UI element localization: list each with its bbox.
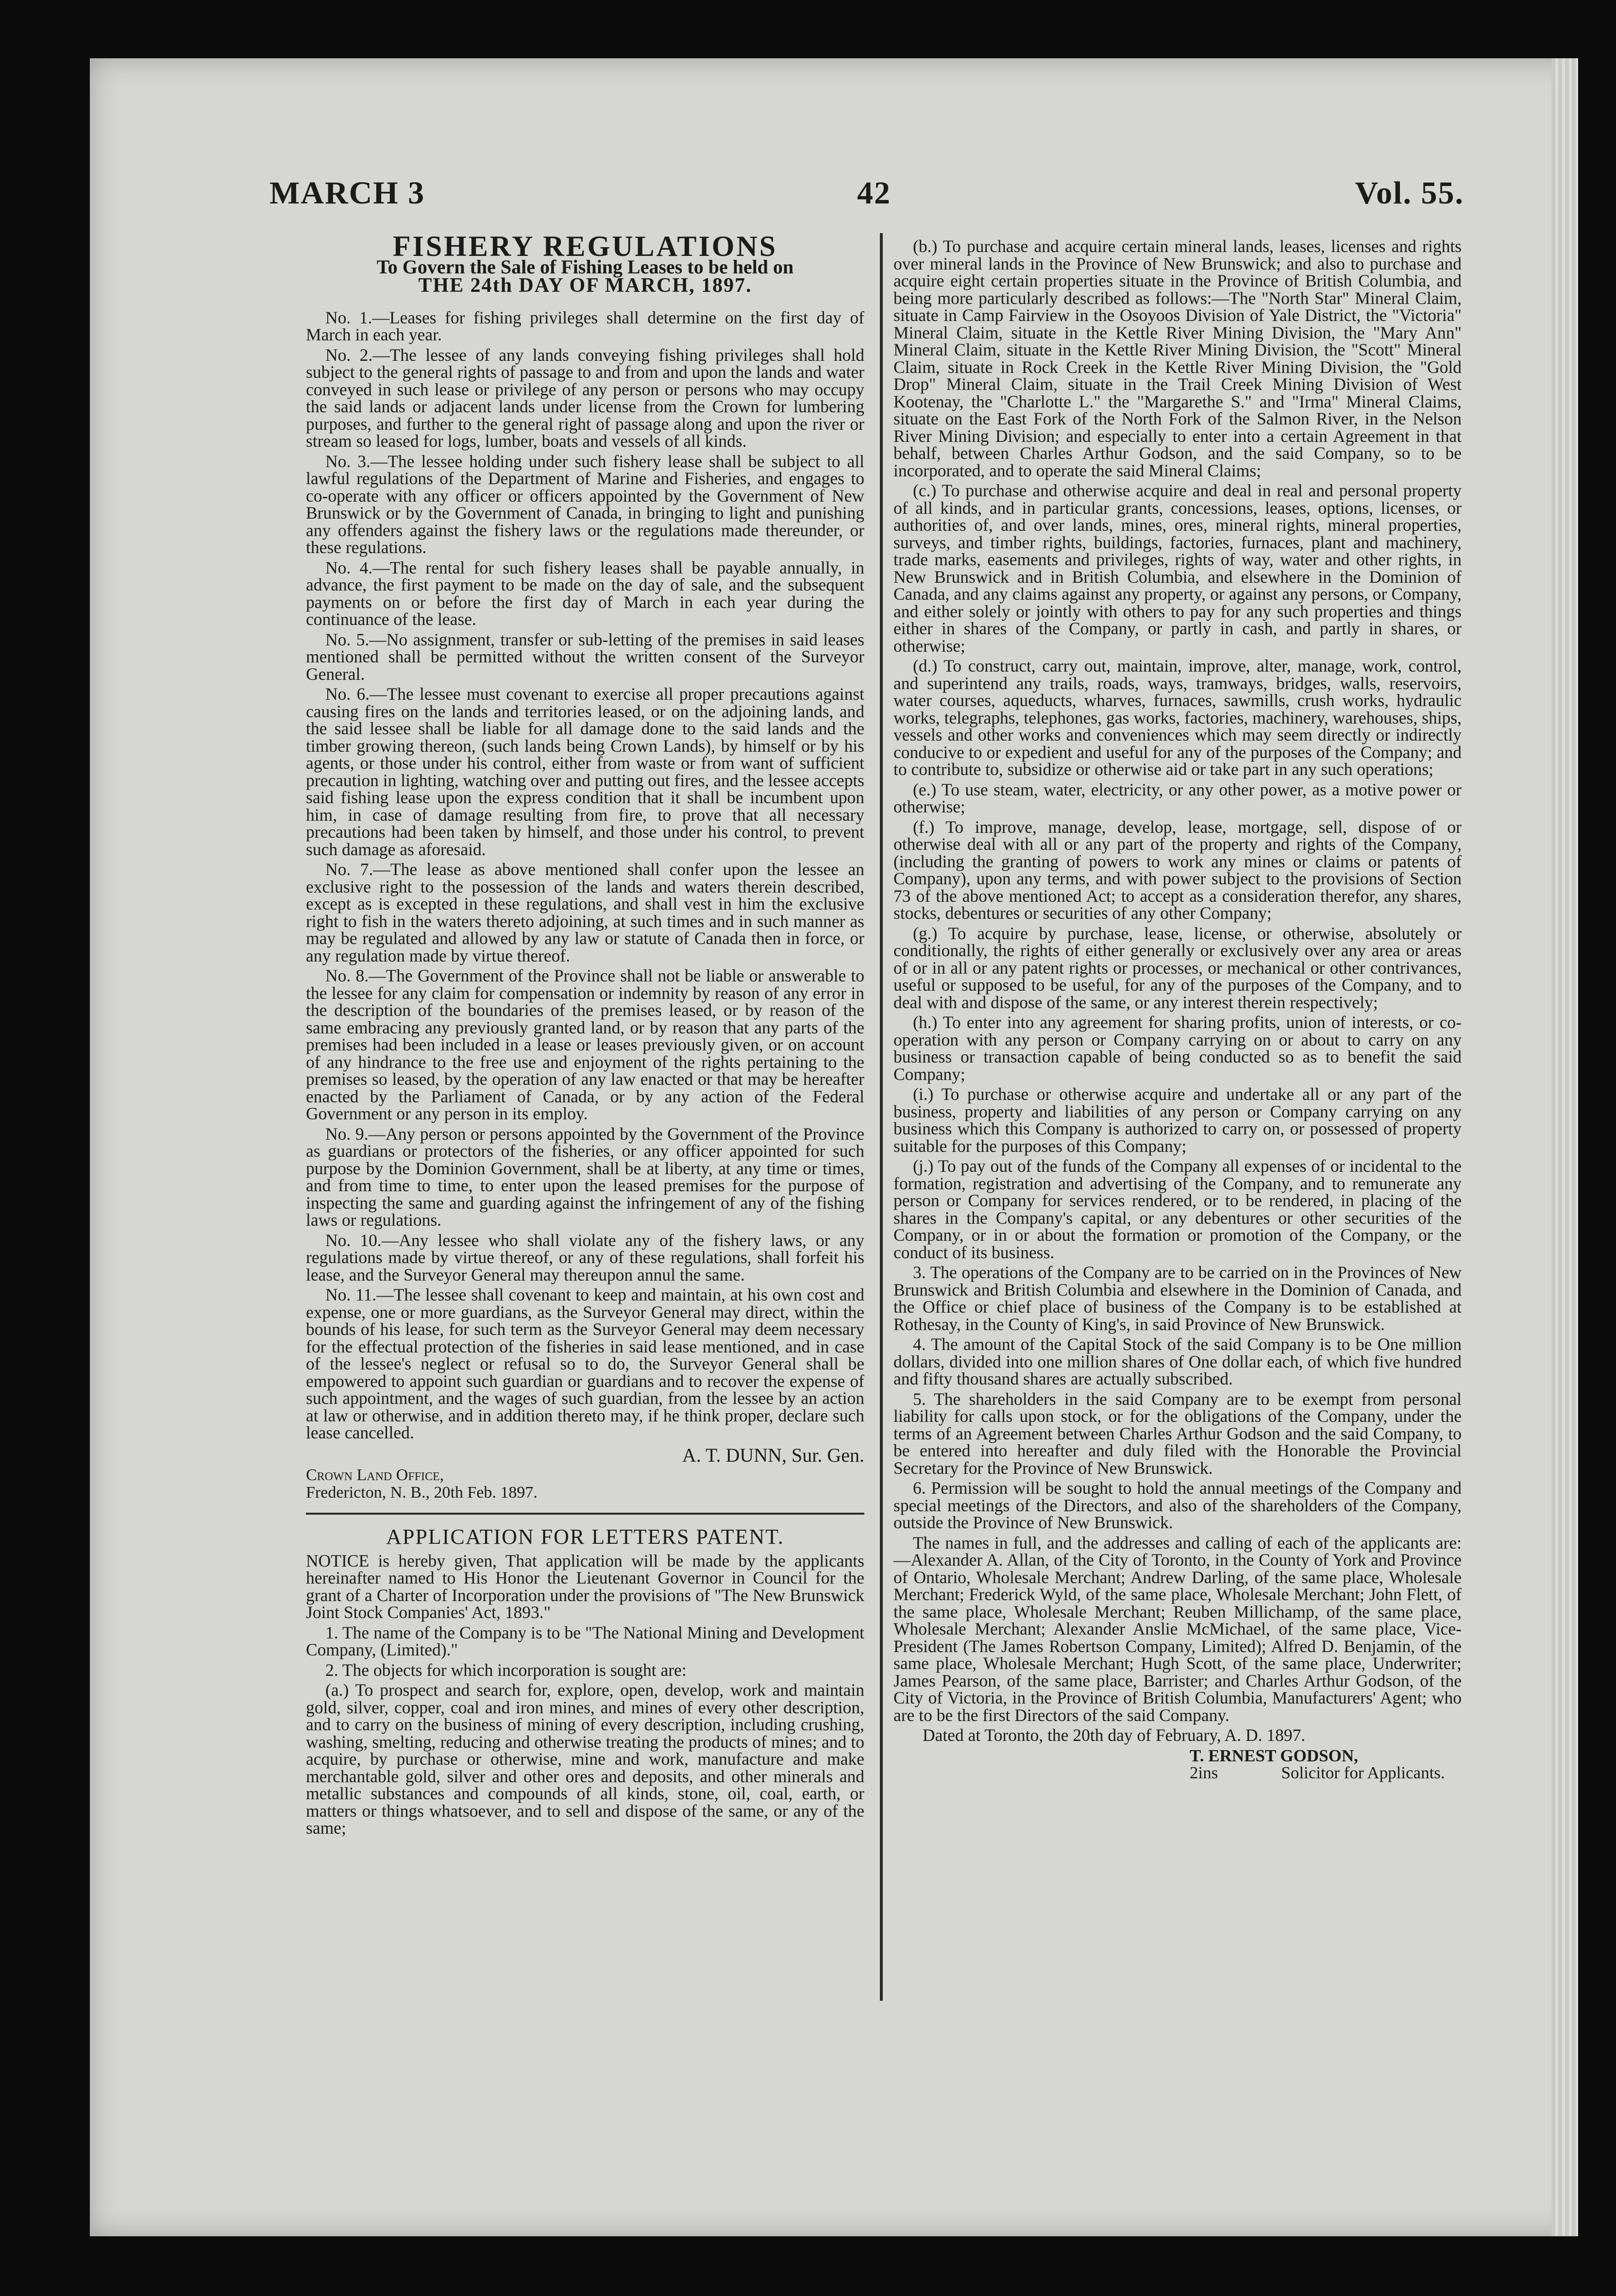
patent-paragraph: 5. The shareholders in the said Company are to be exempt from personal liability for calls upon stock, or for the obligations of the Company, under the terms of an Agreement between Charles Arthur Godson and the said Company, to be entered into hereafter and duly filed with the Honorable the Provincial Secretary for the Province of New Brunswick. xyxy=(893,1389,1462,1478)
page-header xyxy=(269,175,1464,233)
header-date: MARCH 3 xyxy=(269,175,425,211)
fishery-signature: A. T. DUNN, Sur. Gen. xyxy=(682,1444,864,1466)
fishery-paragraph: No. 11.—The lessee shall covenant to keep and maintain, at his own cost and expense, one or more guardians, as the Surveyor General may direct, within the bounds of his lease, for such term as the Surveyor General may deem necessary for the effectual protection of the fisheries in said lease mentioned, and in case of the lessee's neglect or refusal so to do, the Surveyor General shall be empowered to appoint such guardian or guardians and to recover the expense of such appointment, and the wages of such guardian, from the lessee by an action at law or otherwise, and in addition thereto may, if he think proper, declare such lease cancelled. xyxy=(306,1285,864,1442)
page-number: 42 xyxy=(857,175,891,211)
patent-title: APPLICATION FOR LETTERS PATENT. xyxy=(386,1525,784,1549)
patent-paragraph: 6. Permission will be sought to hold the annual meetings of the Company and special meetings of the Directors, and also of the shareholders of the Company, outside the Province of New Brunswick. xyxy=(893,1478,1462,1532)
patent-paragraph: (h.) To enter into any agreement for sharing profits, union of interests, or co-operation with any person or Company carrying on or about to carry on any business or transaction capable of being conducted so as to benefit the said Company; xyxy=(893,1013,1462,1084)
insertions-count: 2ins xyxy=(1190,1763,1218,1782)
section-separator xyxy=(306,1513,864,1515)
patent-dated-line: Dated at Toronto, the 20th day of February, A. D. 1897. xyxy=(923,1725,1306,1745)
patent-paragraph: 4. The amount of the Capital Stock of the said Company is to be One million dollars, divided into one million shares of One dollar each, of which five hundred and fifty thousand shares are actually subscribed. xyxy=(893,1334,1462,1388)
patent-paragraph: (d.) To construct, carry out, maintain, improve, alter, manage, work, control, and superintend any trails, roads, ways, tramways, bridges, walls, reservoirs, water courses, aqueducts, wharves, furnaces, sawmills, crush works, hydraulic works, telegraphs, telephones, gas works, factories, machinery, warehouses, ships, vessels and other works and conveniences which may seem directly or indirectly conducive to or expedient and useful for any of the purposes of the Company; and to contribute to, subsidize or otherwise aid or take part in any such operations; xyxy=(893,656,1462,779)
fishery-paragraph: No. 7.—The lease as above mentioned shall confer upon the lessee an exclusive right to the possession of the lands and waters therein described, except as is excepted in these regulations, and shall vest in him the exclusive right to fish in the waters thereto adjoining, at such times and in such manner as may be regulated and allowed by any law or statute of Canada then in force, or any regulation made by virtue thereof. xyxy=(306,860,864,965)
patent-paragraph: (i.) To purchase or otherwise acquire and undertake all or any part of the business, property and liabilities of any person or Company carrying on any business which this Company is authorized to carry on, or possessed of property suitable for the purposes of this Company; xyxy=(893,1084,1462,1156)
signer-role: Solicitor for Applicants. xyxy=(1281,1763,1445,1782)
fishery-paragraph: No. 5.—No assignment, transfer or sub-letting of the premises in said leases mentioned shall be permitted without the written consent of the Surveyor General. xyxy=(306,629,864,684)
patent-signer: T. ERNEST GODSON, xyxy=(1190,1746,1358,1765)
patent-paragraph: 2. The objects for which incorporation is sought are: xyxy=(325,1660,687,1680)
fishery-paragraph: No. 9.—Any person or persons appointed by the Government of the Province as guardians or protectors of the fisheries, or any officer appointed for such purpose by the Dominion Government, shall be at liberty, at any time or times, and from time to time, to enter upon the leased premises for the purpose of inspecting the same and guarding against the infringement of any of the fishing laws or regulations. xyxy=(306,1124,864,1230)
patent-paragraph: (j.) To pay out of the funds of the Company all expenses of or incidental to the formation, registration and advertising of the Company, and to remunerate any person or Company for services rendered, or to be rendered, in placing of the shares in the Company's capital, or any debentures or other securities of the Company, or in or about the formation or promotion of the Company, or the conduct of its business. xyxy=(893,1156,1462,1262)
patent-paragraph: (a.) To prospect and search for, explore, open, develop, work and maintain gold, silver, copper, coal and iron mines, and mines of every other description, and to carry on the business of mining of every description, including crushing, washing, smelting, reducing and otherwise treating the products of mines; and to acquire, by purchase or otherwise, mine and work, manufacture and make merchantable gold, silver and other ores and deposits, and other minerals and metallic substances and compounds of all kinds, stone, oil, coal, earth, or matters or things whatsoever, and to sell and dispose of the same, or any of the same; xyxy=(306,1680,864,1838)
fishery-paragraph: No. 4.—The rental for such fishery leases shall be payable annually, in advance, the first payment to be made on the day of sale, and the subsequent payments on or before the first day of March in each year during the continuance of the lease. xyxy=(306,557,864,629)
patent-paragraph: (f.) To improve, manage, develop, lease, mortgage, sell, dispose of or otherwise deal with all or any part of the property and rights of the Company, (including the granting of powers to work any mines or claims or patents of Company), upon any terms, and with power subject to the provisions of Section 73 of the above mentioned Act; to accept as a consideration therefor, any shares, stocks, debentures or securities of any other Company; xyxy=(893,817,1462,923)
patent-paragraph: 3. The operations of the Company are to be carried on in the Provinces of New Brunswick and British Columbia and elsewhere in the Dominion of Canada, and the Office or chief place of business of the Company is to be established at Rothesay, in the County of King's, in said Province of New Brunswick. xyxy=(893,1263,1462,1334)
fishery-paragraph: No. 2.—The lessee of any lands conveying fishing privileges shall hold subject to the general rights of passage to and from and upon the lands and water conveyed in such lease or privilege of any person or persons who may occupy the said lands or adjacent lands under license from the Crown for lumbering purposes, and further to the general right of passage along and upon the river or stream so leased for logs, lumber, boats and vessels of all kinds. xyxy=(306,345,864,451)
fishery-paragraph: No. 1.—Leases for fishing privileges shall determine on the first day of March in each year. xyxy=(306,307,864,344)
column-divider xyxy=(880,233,883,2001)
patent-paragraph: (e.) To use steam, water, electricity, or any other power, as a motive power or otherwise; xyxy=(893,779,1462,816)
fishery-date-line: THE 24th DAY OF MARCH, 1897. xyxy=(418,274,752,297)
fishery-title: FISHERY REGULATIONS xyxy=(392,230,778,262)
page-edge xyxy=(1551,58,1578,2236)
right-column xyxy=(893,238,1462,1782)
office-place-date: Fredericton, N. B., 20th Feb. 1897. xyxy=(306,1483,538,1502)
fishery-paragraph: No. 10.—Any lessee who shall violate any of the fishery laws, or any regulations made by virtue thereof, or any of these regulations, shall forfeit his lease, and the Surveyor General may thereupon annul the same. xyxy=(306,1230,864,1284)
patent-paragraph: (c.) To purchase and otherwise acquire and deal in real and personal property of all kinds, and in particular grants, concessions, leases, options, licenses, or authorities of, and over lands, mines, ores, mineral rights, mineral properties, surveys, and timber rights, buildings, factories, furnaces, plant and machinery, trade marks, easements and privileges, rights of way, water and other rights, in New Brunswick and in British Columbia, and elsewhere in the Dominion of Canada, and any claims against any property, or against any persons, or Company, and either solely or jointly with others to pay for any such properties and things either in shares of the Company, or partly in cash, and partly in shares, or otherwise; xyxy=(893,481,1462,656)
patent-paragraph: NOTICE is hereby given, That application will be made by the applicants hereinafter named to His Honor the Lieutenant Governor in Council for the grant of a Charter of Incorporation under the provisions of "The New Brunswick Joint Stock Companies' Act, 1893." xyxy=(306,1551,864,1622)
fishery-paragraph: No. 3.—The lessee holding under such fishery lease shall be subject to all lawful regulations of the Department of Marine and Fisheries, and engages to co-operate with any officer or officers appointed by the Government of New Brunswick or by the Government of Canada, in bringing to light and punishing any offenders against the fishery laws or the regulations made thereunder, or these regulations. xyxy=(306,451,864,557)
volume-number: Vol. 55. xyxy=(1355,175,1464,211)
patent-paragraph: The names in full, and the addresses and calling of each of the applicants are:—Alexander A. Allan, of the City of Toronto, in the County of York and Province of Ontario, Wholesale Merchant; Andrew Darling, of the same place, Wholesale Merchant; Frederick Wyld, of the same place, Wholesale Merchant; John Flett, of the same place, Wholesale Merchant; Reuben Millichamp, of the same place, Wholesale Merchant; Alexander Anslie McMichael, of the same place, Vice-President (The James Robertson Company, Limited); Alfred D. Benjamin, of the same place, Wholesale Merchant; Hugh Scott, of the same place, Underwriter; James Pearson, of the same place, Barrister; and Charles Arthur Godson, of the City of Victoria, in the Province of British Columbia, Manufacturers' Agent; who are to be the first Directors of the said Company. xyxy=(893,1533,1462,1725)
patent-paragraph: (g.) To acquire by purchase, lease, license, or otherwise, absolutely or conditionally, the rights of either generally or exclusively over any area or areas of or in all or any patent rights or processes, or mechanical or other contrivances, useful or supposed to be useful, for any of the purposes of the Company, and to deal with and dispose of the same, or any interest therein respectively; xyxy=(893,923,1462,1012)
fishery-paragraph: No. 8.—The Government of the Province shall not be liable or answerable to the lessee for any claim for compensation or indemnity by reason of any error in the description of the boundaries of the premises leased, or by reason of the same embracing any previously granted land, or by reason that any parts of the premises had been included in a lease or leases previously given, or on account of any hindrance to the free use and enjoyment of the rights pertaining to the premises so leased, by the operation of any law enacted or that may be hereafter enacted by the Parliament of Canada, or by any action of the Federal Government or any person in its employ. xyxy=(306,966,864,1123)
fishery-paragraph: No. 6.—The lessee must covenant to exercise all proper precautions against causing fires on the lands and territories leased, or on the adjoining lands, and the said lessee shall be liable for all damage done to the said lands and the timber growing thereon, (such lands being Crown Lands), by himself or by his agents, or those under his control, either from waste or from want of sufficient precaution in lighting, watching over and putting out fires, and the lessee accepts said fishing lease upon the express condition that it shall be incumbent upon him, in case of damage resulting from fire, to prove that all necessary precautions had been taken by himself, and those under his control, to prevent such damage as aforesaid. xyxy=(306,684,864,859)
insertions-note xyxy=(893,1764,1462,1782)
patent-paragraph: (b.) To purchase and acquire certain mineral lands, leases, licenses and rights over mineral lands in the Province of New Brunswick; and also to purchase and acquire eight certain properties situate in the Province of British Columbia, and being more particularly described as follows:—The "North Star" Mineral Claim, situate in Camp Fairview in the Osoyoos Division of Yale District, the "Victoria" Mineral Claim, situate in the Kettle River Mining Division, the "Mary Ann" Mineral Claim, situate in the Kettle River Mining Division, the "Scott" Mineral Claim, situate in Rock Creek in the Kettle River Mining Division, the "Gold Drop" Mineral Claim, situate in the Trail Creek Mining Division of West Kootenay, the "Charlotte L." the "Margarethe S." and "Irma" Mineral Claims, situate on the East Fork of the North Fork of the Salmon River, in the Nelson River Mining Division; and especially to enter into a certain Agreement in that behalf, between Charles Arthur Godson, and the said Company, so to be incorporated, and to operate the said Mineral Claims; xyxy=(893,236,1462,480)
left-column xyxy=(306,230,864,1840)
patent-paragraph: 1. The name of the Company is to be "The National Mining and Development Company, (Limited)." xyxy=(306,1622,864,1659)
fishery-subtitle: To Govern the Sale of Fishing Leases to be held on xyxy=(376,255,794,278)
crown-land-office: Crown Land Office, xyxy=(306,1466,444,1484)
